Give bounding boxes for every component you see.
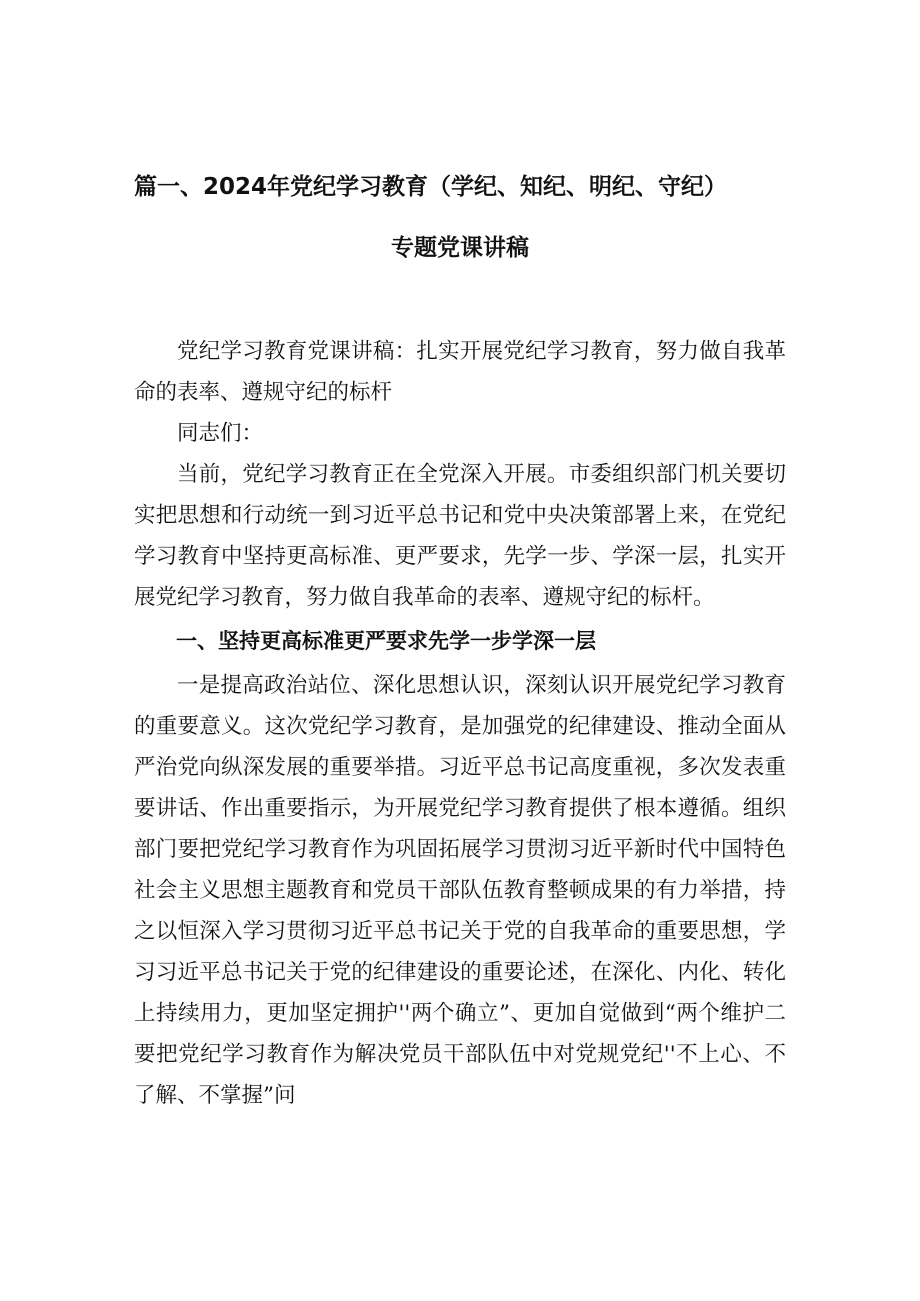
document-body <box>134 331 786 1116</box>
document-title-line-2: 专题党课讲稿 <box>391 235 529 261</box>
section-heading: 一、坚持更高标准更严要求先学一步学深一层 <box>176 629 596 653</box>
document-title-line-1: 篇一、2024年党纪学习教育（学纪、知纪、明纪、守纪） <box>134 174 728 200</box>
salutation-paragraph: 同志们： <box>177 421 264 446</box>
intro-paragraph: 当前，党纪学习教育正在全党深入开展。市委组织部门机关要切实把思想和行动统一到习近平总书记和党中央决策部署上来，在党纪学习教育中坚持更高标准、更严要求，先学一步、学深一层，扎实开展党纪学习教育，努力做自我革命的表率、遵规守纪的标杆。 <box>134 462 786 610</box>
speech-title-paragraph: 党纪学习教育党课讲稿：扎实开展党纪学习教育，努力做自我革命的表率、遵规守纪的标杆 <box>134 339 786 405</box>
body-paragraph: 一是提高政治站位、深化思想认识，深刻认识开展党纪学习教育的重要意义。这次党纪学习教育，是加强党的纪律建设、推动全面从严治党向纵深发展的重要举措。习近平总书记高度重视，多次发表重要讲话、作出重要指示，为开展党纪学习教育提供了根本遵循。组织部门要把党纪学习教育作为巩固拓展学习贯沏习近平新时代中国特色社会主义思想主题教育和党员干部队伍教育整顿成果的有力举措，持之以恒深入学习贯彻习近平总书记关于党的自我革命的重要思想，学习习近平总书记关于党的纪律建设的重要论述，在深化、内化、转化上持续用力，更加坚定拥护''两个确立”、更加自觉做到“两个维护二要把党纪学习教育作为解决党员干部队伍中对党规党纪''不上心、不了解、不掌握”问 <box>134 673 786 1108</box>
